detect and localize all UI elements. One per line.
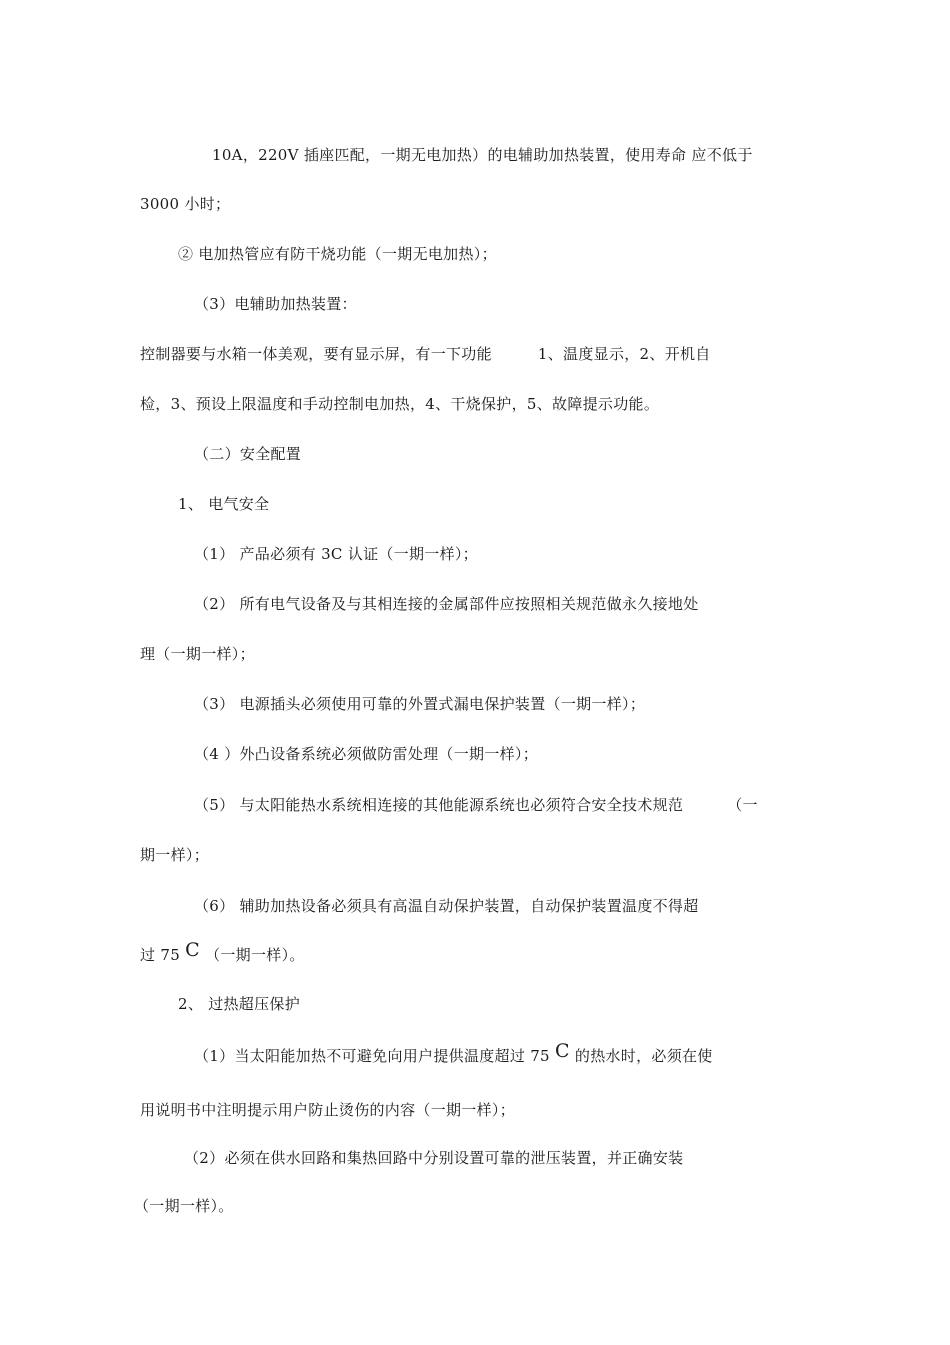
- text-line: （2）必须在供水回路和集热回路中分别设置可靠的泄压装置，并正确安装: [184, 1149, 684, 1167]
- text-line: [194, 1040, 713, 1066]
- text-line: （4 ）外凸设备系统必须做防雷处理（一期一样）；: [194, 745, 539, 763]
- subsection-heading: 2、 过热超压保护: [178, 995, 301, 1013]
- degree-unit: C: [554, 1040, 570, 1062]
- text-line: （6） 辅助加热设备必须具有高温自动保护装置，自动保护装置温度不得超: [194, 897, 699, 915]
- text-line: 期一样）；: [140, 846, 210, 864]
- text-line: 理（一期一样）；: [140, 645, 255, 663]
- text-segment: （一期一样）。: [205, 946, 305, 964]
- text-segment: 控制器要与水箱一体美观，要有显示屏，有一下功能: [140, 345, 492, 363]
- text-segment: （一: [727, 796, 758, 814]
- text-line: [194, 795, 758, 815]
- text-line: （1） 产品必须有 3C 认证（一期一样）；: [194, 545, 478, 563]
- text-line: [140, 939, 305, 965]
- text-line: 10A，220V 插座匹配，一期无电加热）的电辅助加热装置，使用寿命 应不低于: [212, 146, 753, 164]
- degree-unit: C: [185, 939, 200, 961]
- text-line: ② 电加热管应有防干烧功能（一期无电加热）；: [178, 245, 497, 263]
- subsection-heading: 1、 电气安全: [178, 495, 270, 513]
- text-line: 用说明书中注明提示用户防止烫伤的内容（一期一样）；: [140, 1101, 516, 1119]
- text-line: （3） 电源插头必须使用可靠的外置式漏电保护装置（一期一样）；: [194, 695, 646, 713]
- text-segment: 的热水时，必须在使: [574, 1047, 713, 1065]
- text-line: （一期一样）。: [134, 1197, 234, 1215]
- section-heading: （二）安全配置: [194, 445, 302, 463]
- text-segment: （5） 与太阳能热水系统相连接的其他能源系统也必须符合安全技术规范: [194, 796, 684, 814]
- text-line: [140, 344, 711, 364]
- text-line: （2） 所有电气设备及与其相连接的金属部件应按照相关规范做永久接地处: [194, 595, 699, 613]
- text-line: （3）电辅助加热装置：: [194, 295, 357, 313]
- text-line: 检，3、预设上限温度和手动控制电加热，4、干烧保护，5、故障提示功能。: [140, 395, 660, 413]
- text-segment: 1、温度显示，2、开机自: [537, 345, 711, 363]
- text-segment: 过 75: [140, 946, 181, 964]
- text-segment: （1）当太阳能加热不可避免向用户提供温度超过 75: [194, 1047, 550, 1065]
- text-line: 3000 小时；: [140, 195, 231, 213]
